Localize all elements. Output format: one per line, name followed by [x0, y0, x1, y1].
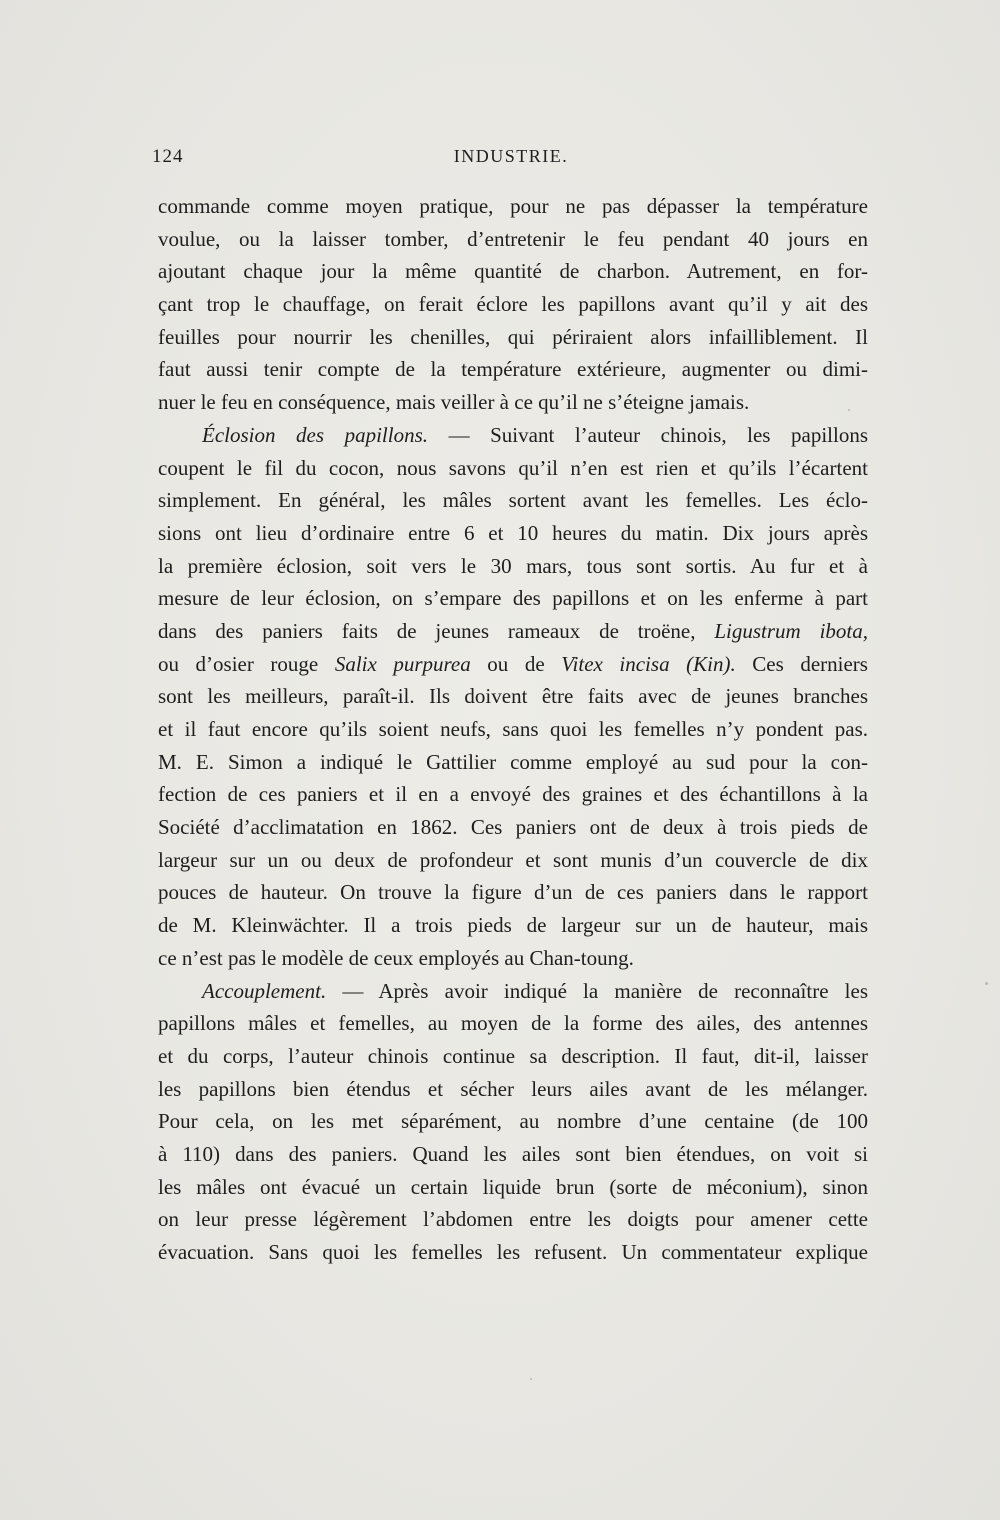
text-line — [158, 648, 868, 681]
italic-text: Accouplement. — [202, 978, 327, 1003]
running-title: INDUSTRIE. — [453, 146, 569, 166]
text-line — [158, 255, 868, 288]
text-line — [158, 876, 868, 909]
text-segment: Ces derniers — [735, 651, 868, 676]
text-line — [158, 321, 868, 354]
text-segment: feuilles pour nourrir les chenilles, qui périraient alors infailliblement. Il — [158, 324, 868, 349]
text-segment: sont les meilleurs, paraît-il. Ils doivent être faits avec de jeunes branches — [158, 684, 868, 709]
page-header — [152, 146, 870, 172]
text-line — [158, 746, 868, 779]
text-segment: commande comme moyen pratique, pour ne pas dépasser la température — [158, 194, 868, 218]
text-line — [158, 1007, 868, 1040]
text-segment: nuer le feu en conséquence, mais veiller à ce qu’il ne s’éteigne jamais. — [158, 390, 750, 415]
text-segment: fection de ces paniers et il en a envoyé des graines et des échantillons à la — [158, 782, 868, 807]
paper-speck — [848, 409, 850, 411]
text-segment: évacuation. Sans quoi les femelles les refusent. Un commentateur explique — [158, 1240, 868, 1264]
text-line — [158, 680, 868, 713]
text-line — [158, 1073, 868, 1106]
text-line — [158, 1236, 868, 1269]
text-line — [158, 1040, 868, 1073]
text-segment: de M. Kleinwächter. Il a trois pieds de largeur sur un de hauteur, mais — [158, 913, 868, 938]
text-line — [158, 778, 868, 811]
text-line — [158, 1138, 868, 1171]
text-line — [158, 419, 868, 452]
text-line — [158, 190, 868, 223]
text-segment: papillons mâles et femelles, au moyen de la forme des ailes, des antennes — [158, 1011, 868, 1036]
italic-text: Salix purpurea — [334, 651, 471, 676]
text-line — [158, 975, 868, 1008]
text-line — [158, 844, 868, 877]
text-line — [158, 452, 868, 485]
italic-text: Vitex incisa (Kin). — [561, 651, 736, 676]
text-line — [158, 582, 868, 615]
text-segment: à 110) dans des paniers. Quand les ailes sont bien étendues, on voit si — [158, 1141, 868, 1166]
text-segment: çant trop le chauffage, on ferait éclore les papillons avant qu’il y ait des — [158, 292, 868, 317]
text-segment: coupent le fil du cocon, nous savons qu’il n’en est rien et qu’ils l’écartent — [158, 455, 868, 480]
text-line — [158, 713, 868, 746]
text-line — [158, 811, 868, 844]
paper-speck — [530, 1378, 532, 1380]
text-segment: faut aussi tenir compte de la température extérieure, augmenter ou dimi- — [158, 357, 868, 382]
text-segment: M. E. Simon a indiqué le Gattilier comme employé au sud pour la con- — [158, 749, 868, 774]
text-line — [158, 1105, 868, 1138]
text-line — [158, 484, 868, 517]
text-segment: — Après avoir indiqué la manière de reconnaître les — [326, 978, 868, 1003]
text-segment: Société d’acclimatation en 1862. Ces paniers ont de deux à trois pieds de — [158, 815, 868, 840]
text-line — [158, 223, 868, 256]
text-segment: simplement. En général, les mâles sortent avant les femelles. Les éclo- — [158, 488, 868, 513]
text-line — [158, 909, 868, 942]
text-segment: les mâles ont évacué un certain liquide brun (sorte de méconium), sinon — [158, 1174, 868, 1199]
text-line — [158, 550, 868, 583]
text-segment: et du corps, l’auteur chinois continue sa description. Il faut, dit-il, laisser — [158, 1043, 868, 1068]
text-segment: — Suivant l’auteur chinois, les papillons — [428, 422, 868, 447]
italic-text: Éclosion des papillons. — [202, 422, 429, 447]
text-segment: pouces de hauteur. On trouve la figure d’un de ces paniers dans le rapport — [158, 880, 868, 905]
text-line — [158, 517, 868, 550]
text-line — [158, 353, 868, 386]
italic-text: Ligustrum ibota, — [714, 618, 868, 643]
body-text — [158, 190, 868, 1269]
text-segment: on leur presse légèrement l’abdomen entre les doigts pour amener cette — [158, 1207, 868, 1232]
text-segment: ce n’est pas le modèle de ceux employés au Chan-toung. — [158, 945, 634, 970]
text-segment: ou de — [470, 651, 562, 676]
page-number: 124 — [152, 146, 184, 167]
text-segment: voulue, ou la laisser tomber, d’entretenir le feu pendant 40 jours en — [158, 226, 868, 251]
text-segment: Pour cela, on les met séparément, au nombre d’une centaine (de 100 — [158, 1109, 868, 1134]
text-line — [158, 1203, 868, 1236]
text-line — [158, 288, 868, 321]
text-segment: sions ont lieu d’ordinaire entre 6 et 10 heures du matin. Dix jours après — [158, 520, 868, 545]
text-line — [158, 615, 868, 648]
text-line — [158, 386, 868, 419]
text-segment: largeur sur un ou deux de profondeur et sont munis d’un couvercle de dix — [158, 847, 868, 872]
text-segment: et il faut encore qu’ils soient neufs, sans quoi les femelles n’y pondent pas. — [158, 717, 868, 741]
text-segment: ou d’osier rouge — [158, 651, 335, 676]
text-line — [158, 942, 868, 975]
text-line — [158, 1171, 868, 1204]
text-segment: dans des paniers faits de jeunes rameaux de troëne, — [158, 618, 715, 643]
text-segment: la première éclosion, soit vers le 30 mars, tous sont sortis. Au fur et à — [158, 553, 868, 578]
paper-speck — [985, 982, 988, 985]
text-segment: mesure de leur éclosion, on s’empare des papillons et on les enferme à part — [158, 586, 868, 611]
text-segment: ajoutant chaque jour la même quantité de charbon. Autrement, en for- — [158, 259, 868, 284]
text-segment: les papillons bien étendus et sécher leurs ailes avant de les mélanger. — [158, 1076, 868, 1101]
